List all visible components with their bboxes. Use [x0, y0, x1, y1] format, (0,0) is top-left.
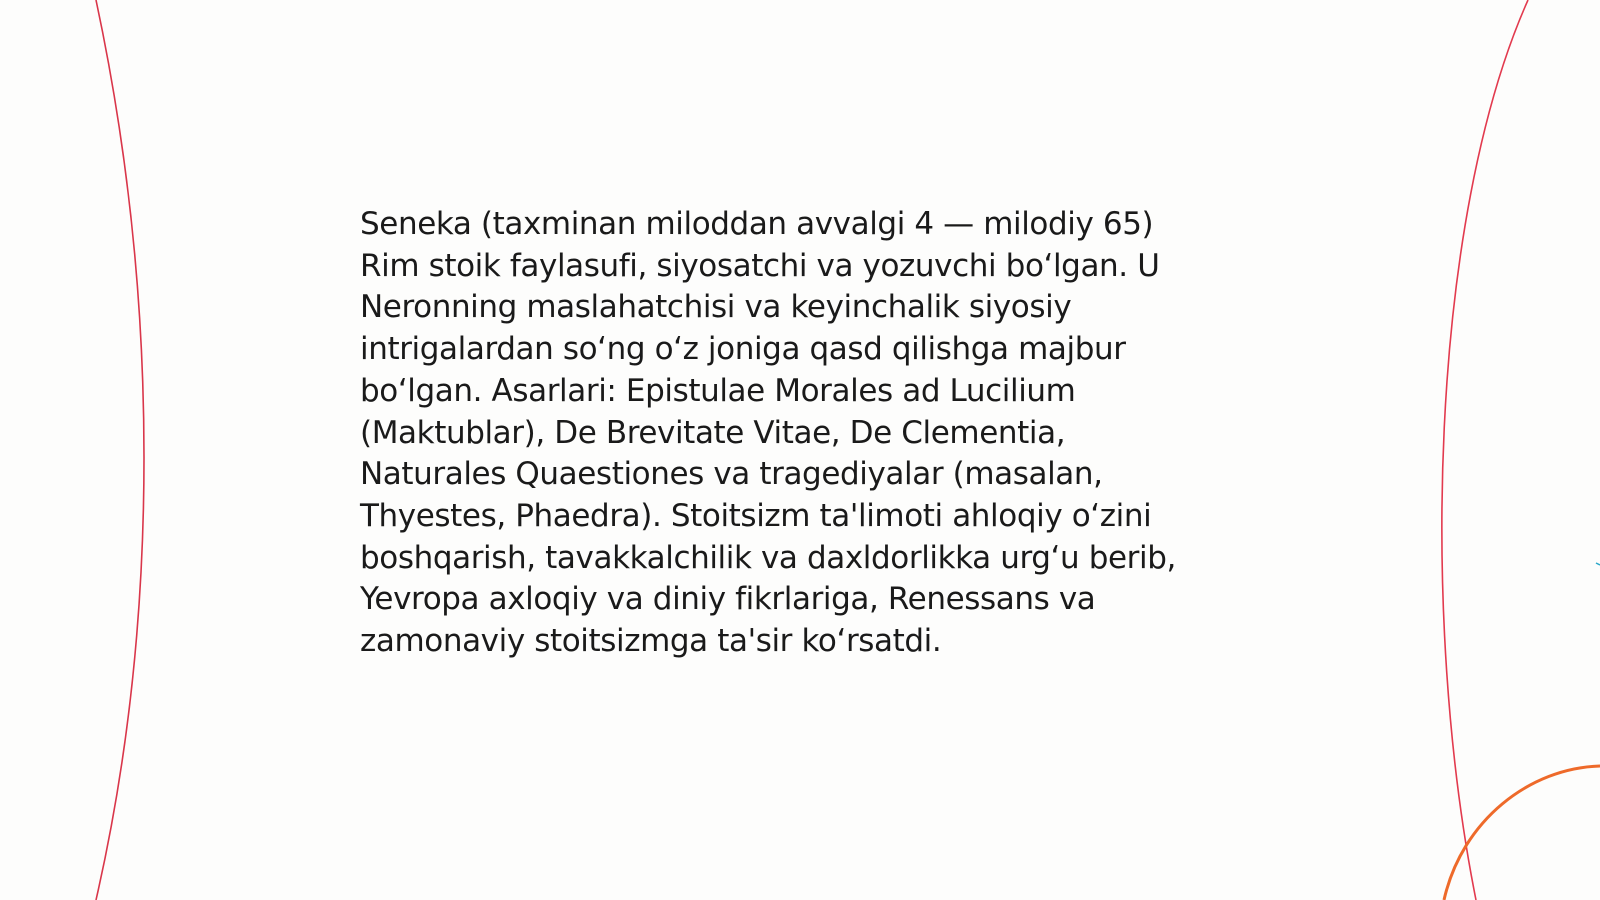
left-curve-line — [96, 0, 144, 900]
body-text: Seneka (taxminan miloddan avvalgi 4 — milodiy 65) Rim stoik faylasufi, siyosatchi va yozuvchi boʻlgan. U Neronning maslahatchisi va keyinchalik siyosiy intrigalardan soʻng oʻz joniga qasd qilishga majbur boʻlgan. Asarlari: Epistulae Morales ad Lucilium (Maktublar), De Brevitate Vitae, De Clementia, Naturales Quaestiones va tragediyalar (masalan, Thyestes, Phaedra). Stoitsizm ta'limoti ahloqiy oʻzini boshqarish, tavakkalchilik va daxldorlikka urgʻu berib, Yevropa axloqiy va diniy fikrlariga, Renessans va zamonaviy stoitsizmga ta'sir koʻrsatdi. — [360, 206, 1176, 660]
right-curve-line — [1442, 0, 1528, 900]
accent-tick-mark — [1596, 563, 1600, 565]
corner-arc-line — [1444, 766, 1600, 900]
